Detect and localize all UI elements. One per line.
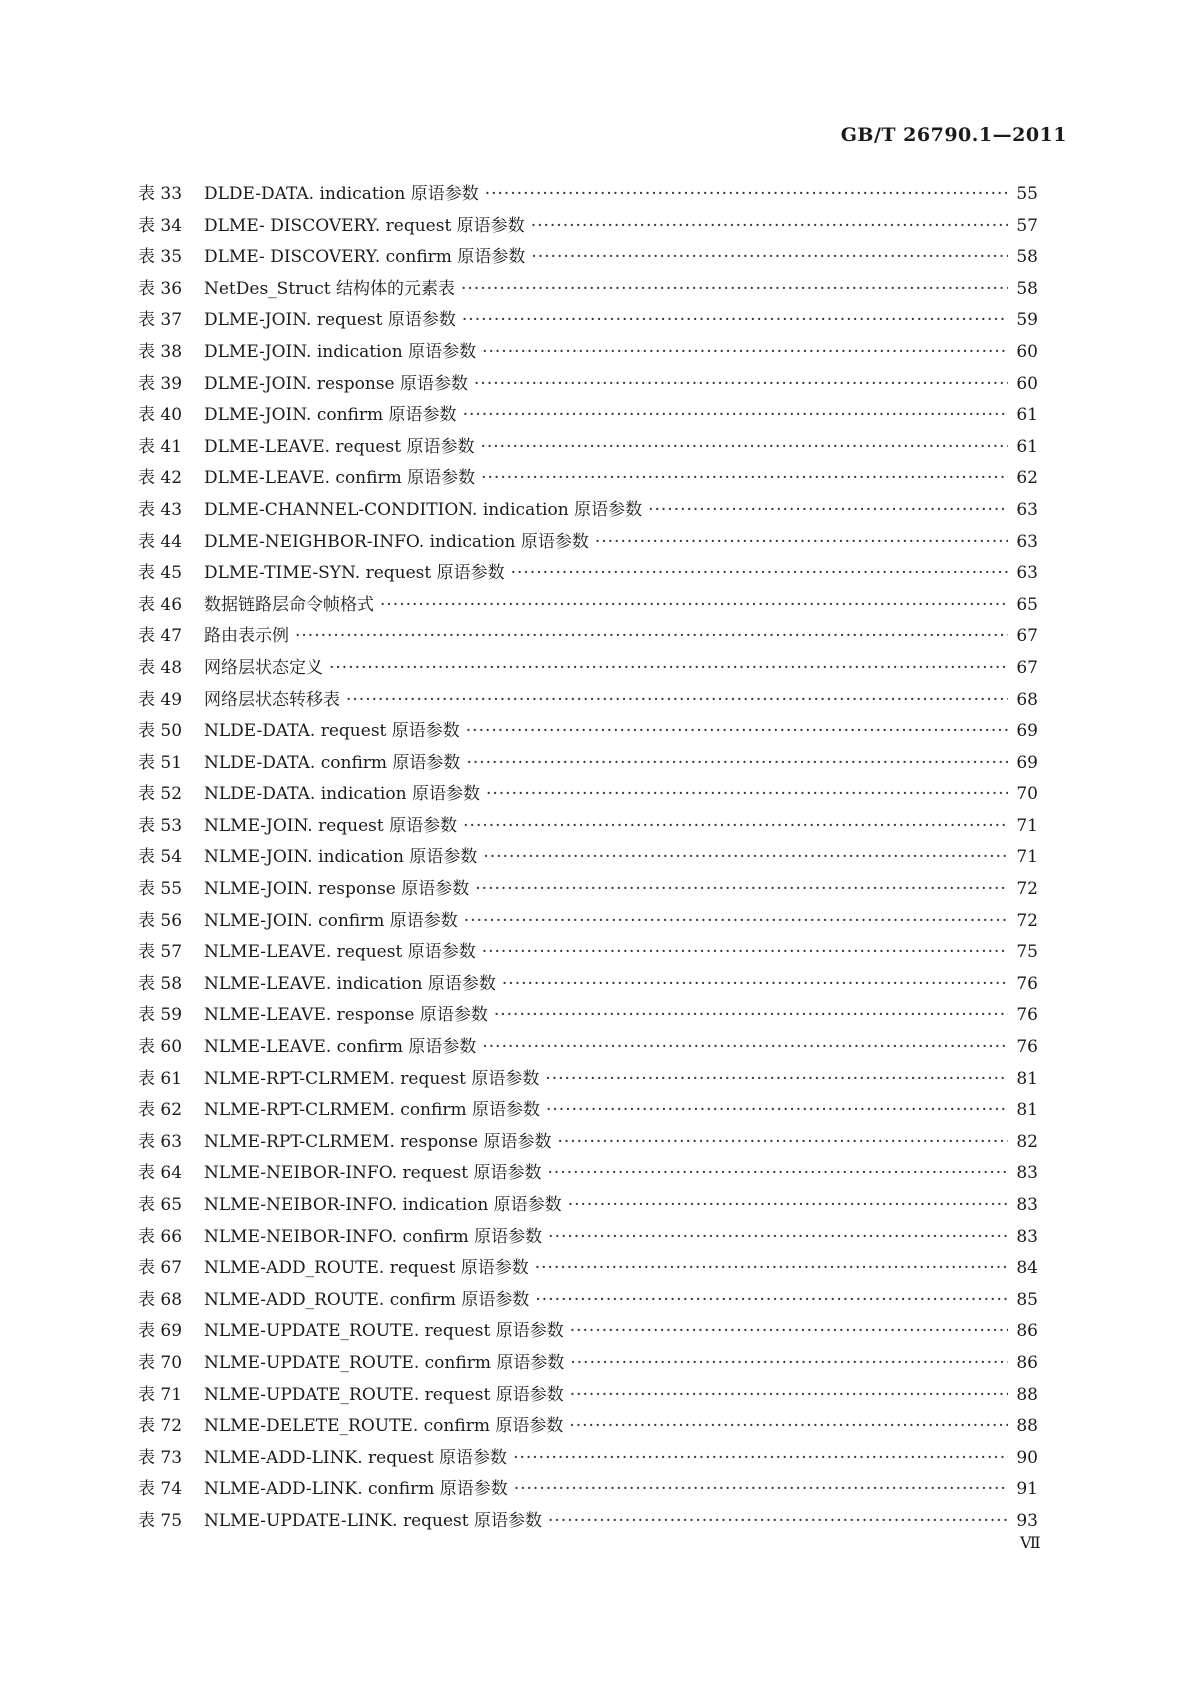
table-number: 表 73 xyxy=(138,1447,183,1468)
toc-entry[interactable] xyxy=(138,969,1038,1001)
table-number: 表 68 xyxy=(138,1289,183,1310)
toc-entry[interactable] xyxy=(138,211,1038,243)
table-number: 表 65 xyxy=(138,1195,183,1215)
toc-entry[interactable] xyxy=(138,527,1038,559)
dot-leader xyxy=(474,374,1008,394)
entry-page-number: 82 xyxy=(1016,1131,1038,1152)
entry-title: NLME-UPDATE-LINK. request 原语参数 xyxy=(204,1510,543,1531)
dot-leader xyxy=(514,1479,1008,1499)
entry-title: NLDE-DATA. confirm 原语参数 xyxy=(204,752,461,773)
entry-title: DLME- DISCOVERY. confirm 原语参数 xyxy=(204,247,526,268)
entry-title: NLME-DELETE_ROUTE. confirm 原语参数 xyxy=(204,1416,564,1437)
entry-title: NLME-ADD-LINK. request 原语参数 xyxy=(204,1447,508,1468)
toc-entry[interactable] xyxy=(138,369,1038,401)
dot-leader xyxy=(483,847,1008,867)
entry-title: DLME-NEIGHBOR-INFO. indication 原语参数 xyxy=(204,531,589,552)
entry-page-number: 60 xyxy=(1016,373,1038,394)
dot-leader xyxy=(513,1448,1008,1468)
dot-leader xyxy=(531,247,1008,267)
entry-title: NLME-NEIBOR-INFO. request 原语参数 xyxy=(204,1163,542,1184)
dot-leader xyxy=(595,532,1008,552)
toc-entry[interactable] xyxy=(138,337,1038,369)
dot-leader xyxy=(482,1037,1008,1057)
dot-leader xyxy=(380,595,1008,615)
toc-entry[interactable] xyxy=(138,400,1038,432)
entry-title: NLME-LEAVE. response 原语参数 xyxy=(204,1005,488,1026)
entry-page-number: 57 xyxy=(1016,215,1038,236)
table-number: 表 49 xyxy=(138,689,183,710)
entry-page-number: 81 xyxy=(1016,1100,1038,1121)
toc-entry[interactable] xyxy=(138,590,1038,622)
entry-title: NLME-JOIN. confirm 原语参数 xyxy=(204,910,458,931)
entry-page-number: 75 xyxy=(1016,942,1038,963)
entry-title: NLME-JOIN. response 原语参数 xyxy=(204,879,470,900)
toc-entry[interactable] xyxy=(138,748,1038,780)
table-number: 表 39 xyxy=(138,373,183,394)
entry-page-number: 86 xyxy=(1016,1352,1038,1373)
table-number: 表 64 xyxy=(138,1163,183,1184)
dot-leader xyxy=(568,1195,1008,1215)
toc-entry[interactable] xyxy=(138,1411,1038,1443)
table-number: 表 61 xyxy=(138,1068,183,1089)
entry-title: NLME-JOIN. request 原语参数 xyxy=(204,815,458,836)
entry-title: NLME-ADD-LINK. confirm 原语参数 xyxy=(204,1479,508,1500)
entry-title: DLME-JOIN. response 原语参数 xyxy=(204,373,469,394)
entry-page-number: 76 xyxy=(1016,1037,1038,1058)
toc-entry[interactable] xyxy=(138,1348,1038,1380)
dot-leader xyxy=(482,342,1008,362)
toc-entry[interactable] xyxy=(138,1127,1038,1159)
toc-entry[interactable] xyxy=(138,242,1038,274)
entry-page-number: 83 xyxy=(1016,1226,1038,1247)
table-number: 表 33 xyxy=(138,184,183,204)
entry-title: NLDE-DATA. indication 原语参数 xyxy=(204,784,480,805)
table-number: 表 48 xyxy=(138,657,183,678)
toc-entry[interactable] xyxy=(138,842,1038,874)
dot-leader xyxy=(535,1290,1008,1310)
table-number: 表 60 xyxy=(138,1037,183,1058)
entry-page-number: 72 xyxy=(1016,879,1038,900)
table-number: 表 59 xyxy=(138,1005,183,1026)
table-number: 表 57 xyxy=(138,942,183,963)
toc-entry[interactable] xyxy=(138,558,1038,590)
entry-page-number: 76 xyxy=(1016,973,1038,994)
table-number: 表 44 xyxy=(138,531,183,552)
toc-entry[interactable] xyxy=(138,305,1038,337)
toc-entry[interactable] xyxy=(138,1000,1038,1032)
dot-leader xyxy=(482,942,1008,962)
dot-leader xyxy=(535,1258,1008,1278)
table-number: 表 72 xyxy=(138,1416,183,1437)
entry-title: NLME-ADD_ROUTE. request 原语参数 xyxy=(204,1258,529,1279)
entry-title: NLME-UPDATE_ROUTE. request 原语参数 xyxy=(204,1321,564,1342)
dot-leader xyxy=(511,563,1008,583)
dot-leader xyxy=(461,279,1008,299)
entry-title: NLME-RPT-CLRMEM. request 原语参数 xyxy=(204,1068,540,1089)
table-number: 表 38 xyxy=(138,341,183,362)
entry-page-number: 59 xyxy=(1016,310,1038,331)
entry-page-number: 85 xyxy=(1016,1289,1038,1310)
dot-leader xyxy=(531,216,1008,236)
entry-page-number: 70 xyxy=(1016,784,1038,805)
dot-leader xyxy=(570,1321,1008,1341)
dot-leader xyxy=(548,1163,1008,1183)
entry-page-number: 90 xyxy=(1016,1447,1038,1468)
dot-leader xyxy=(502,974,1008,994)
entry-page-number: 88 xyxy=(1016,1416,1038,1437)
table-number: 表 71 xyxy=(138,1384,183,1405)
entry-page-number: 61 xyxy=(1016,405,1038,426)
entry-page-number: 69 xyxy=(1016,752,1038,773)
entry-page-number: 76 xyxy=(1016,1005,1038,1026)
entry-page-number: 81 xyxy=(1016,1068,1038,1089)
table-number: 表 53 xyxy=(138,815,183,836)
table-number: 表 62 xyxy=(138,1100,183,1121)
entry-title: NLME-UPDATE_ROUTE. request 原语参数 xyxy=(204,1384,564,1405)
dot-leader xyxy=(546,1100,1008,1120)
table-number: 表 69 xyxy=(138,1321,183,1342)
toc-entry[interactable] xyxy=(138,179,1038,211)
entry-page-number: 84 xyxy=(1016,1258,1038,1279)
table-number: 表 46 xyxy=(138,594,183,615)
entry-page-number: 63 xyxy=(1016,531,1038,552)
entry-title: DLME-JOIN. indication 原语参数 xyxy=(204,341,477,362)
entry-title: NLME-UPDATE_ROUTE. confirm 原语参数 xyxy=(204,1352,565,1373)
dot-leader xyxy=(648,500,1008,520)
table-number: 表 54 xyxy=(138,847,183,868)
toc-entry[interactable] xyxy=(138,621,1038,653)
table-number: 表 37 xyxy=(138,310,183,331)
table-number: 表 42 xyxy=(138,468,183,489)
entry-title: DLME-CHANNEL-CONDITION. indication 原语参数 xyxy=(204,499,643,520)
entry-title: 路由表示例 xyxy=(204,626,289,647)
dot-leader xyxy=(570,1385,1008,1405)
entry-title: NLME-LEAVE. request 原语参数 xyxy=(204,942,476,963)
dot-leader xyxy=(548,1227,1008,1247)
toc-entry[interactable] xyxy=(138,1032,1038,1064)
entry-title: NLME-RPT-CLRMEM. response 原语参数 xyxy=(204,1131,552,1152)
toc-entry[interactable] xyxy=(138,1380,1038,1412)
entry-page-number: 67 xyxy=(1016,626,1038,647)
entry-page-number: 55 xyxy=(1016,184,1038,204)
entry-title: DLDE-DATA. indication 原语参数 xyxy=(204,184,479,204)
entry-page-number: 62 xyxy=(1016,468,1038,489)
entry-page-number: 60 xyxy=(1016,341,1038,362)
toc-entry[interactable] xyxy=(138,495,1038,527)
toc-entry[interactable] xyxy=(138,685,1038,717)
dot-leader xyxy=(346,690,1008,710)
toc-entry[interactable] xyxy=(138,274,1038,306)
entry-title: NLME-LEAVE. indication 原语参数 xyxy=(204,973,496,994)
dot-leader xyxy=(462,310,1008,330)
dot-leader xyxy=(466,721,1008,741)
table-number: 表 50 xyxy=(138,721,183,742)
dot-leader xyxy=(464,911,1008,931)
entry-page-number: 58 xyxy=(1016,278,1038,299)
entry-page-number: 68 xyxy=(1016,689,1038,710)
entry-title: DLME-JOIN. request 原语参数 xyxy=(204,310,456,331)
table-number: 表 74 xyxy=(138,1479,183,1500)
toc-entry[interactable] xyxy=(138,937,1038,969)
entry-title: DLME-LEAVE. request 原语参数 xyxy=(204,436,475,457)
entry-page-number: 91 xyxy=(1016,1479,1038,1500)
entry-page-number: 67 xyxy=(1016,657,1038,678)
entry-page-number: 63 xyxy=(1016,563,1038,584)
entry-title: 网络层状态定义 xyxy=(204,657,323,678)
toc-entry[interactable] xyxy=(138,1474,1038,1506)
entry-page-number: 63 xyxy=(1016,499,1038,520)
table-number: 表 36 xyxy=(138,278,183,299)
dot-leader xyxy=(548,1511,1008,1531)
toc-entry[interactable] xyxy=(138,463,1038,495)
entry-title: NLDE-DATA. request 原语参数 xyxy=(204,721,460,742)
page-number: Ⅶ xyxy=(1020,1533,1040,1552)
toc-entry[interactable] xyxy=(138,779,1038,811)
toc-entry[interactable] xyxy=(138,653,1038,685)
table-number: 表 58 xyxy=(138,973,183,994)
toc-entry[interactable] xyxy=(138,811,1038,843)
toc-entry[interactable] xyxy=(138,432,1038,464)
dot-leader xyxy=(485,184,1008,204)
entry-page-number: 83 xyxy=(1016,1195,1038,1215)
table-number: 表 41 xyxy=(138,436,183,457)
table-number: 表 35 xyxy=(138,247,183,268)
entry-page-number: 69 xyxy=(1016,721,1038,742)
toc-entry[interactable] xyxy=(138,1253,1038,1285)
dot-leader xyxy=(569,1416,1008,1436)
entry-page-number: 86 xyxy=(1016,1321,1038,1342)
dot-leader xyxy=(486,784,1008,804)
entry-title: 数据链路层命令帧格式 xyxy=(204,594,374,615)
table-number: 表 43 xyxy=(138,499,183,520)
toc-entry[interactable] xyxy=(138,874,1038,906)
toc-entry[interactable] xyxy=(138,1095,1038,1127)
dot-leader xyxy=(463,816,1008,836)
entry-title: DLME-LEAVE. confirm 原语参数 xyxy=(204,468,476,489)
entry-title: NLME-ADD_ROUTE. confirm 原语参数 xyxy=(204,1289,530,1310)
table-number: 表 56 xyxy=(138,910,183,931)
dot-leader xyxy=(480,437,1008,457)
toc-entry[interactable] xyxy=(138,1285,1038,1317)
table-number: 表 70 xyxy=(138,1352,183,1373)
entry-page-number: 71 xyxy=(1016,815,1038,836)
dot-leader xyxy=(466,753,1008,773)
table-number: 表 45 xyxy=(138,563,183,584)
entry-page-number: 83 xyxy=(1016,1163,1038,1184)
toc-entry[interactable] xyxy=(138,1064,1038,1096)
dot-leader xyxy=(545,1069,1008,1089)
toc-entry[interactable] xyxy=(138,1443,1038,1475)
toc-entry[interactable] xyxy=(138,1222,1038,1254)
table-number: 表 52 xyxy=(138,784,183,805)
entry-title: NLME-NEIBOR-INFO. confirm 原语参数 xyxy=(204,1226,543,1247)
entry-title: NLME-NEIBOR-INFO. indication 原语参数 xyxy=(204,1195,562,1215)
document-header: GB/T 26790.1—2011 xyxy=(840,124,1067,146)
dot-leader xyxy=(463,405,1008,425)
entry-title: DLME-JOIN. confirm 原语参数 xyxy=(204,405,457,426)
entry-page-number: 88 xyxy=(1016,1384,1038,1405)
dot-leader xyxy=(557,1132,1008,1152)
entry-page-number: 65 xyxy=(1016,594,1038,615)
entry-page-number: 58 xyxy=(1016,247,1038,268)
entry-page-number: 71 xyxy=(1016,847,1038,868)
table-number: 表 63 xyxy=(138,1131,183,1152)
table-number: 表 40 xyxy=(138,405,183,426)
entry-title: NLME-RPT-CLRMEM. confirm 原语参数 xyxy=(204,1100,540,1121)
entry-page-number: 72 xyxy=(1016,910,1038,931)
toc-entry[interactable] xyxy=(138,1506,1038,1538)
table-number: 表 34 xyxy=(138,215,183,236)
entry-title: NLME-JOIN. indication 原语参数 xyxy=(204,847,478,868)
toc-entry[interactable] xyxy=(138,1316,1038,1348)
toc-entry[interactable] xyxy=(138,1158,1038,1190)
table-number: 表 47 xyxy=(138,626,183,647)
table-number: 表 51 xyxy=(138,752,183,773)
dot-leader xyxy=(295,626,1008,646)
dot-leader xyxy=(329,658,1008,678)
toc-entry[interactable] xyxy=(138,906,1038,938)
dot-leader xyxy=(494,1005,1008,1025)
dot-leader xyxy=(481,468,1008,488)
entry-title: 网络层状态转移表 xyxy=(204,689,340,710)
table-number: 表 55 xyxy=(138,879,183,900)
entry-page-number: 61 xyxy=(1016,436,1038,457)
entry-title: NetDes_Struct 结构体的元素表 xyxy=(204,278,455,299)
table-number: 表 66 xyxy=(138,1226,183,1247)
toc-entry[interactable] xyxy=(138,716,1038,748)
table-number: 表 75 xyxy=(138,1510,183,1531)
entry-title: NLME-LEAVE. confirm 原语参数 xyxy=(204,1037,477,1058)
table-number: 表 67 xyxy=(138,1258,183,1279)
toc-entry[interactable] xyxy=(138,1190,1038,1222)
entry-title: DLME- DISCOVERY. request 原语参数 xyxy=(204,215,525,236)
dot-leader xyxy=(475,879,1008,899)
dot-leader xyxy=(570,1353,1008,1373)
entry-title: DLME-TIME-SYN. request 原语参数 xyxy=(204,563,505,584)
table-of-contents xyxy=(138,179,1038,1538)
entry-page-number: 93 xyxy=(1016,1510,1038,1531)
